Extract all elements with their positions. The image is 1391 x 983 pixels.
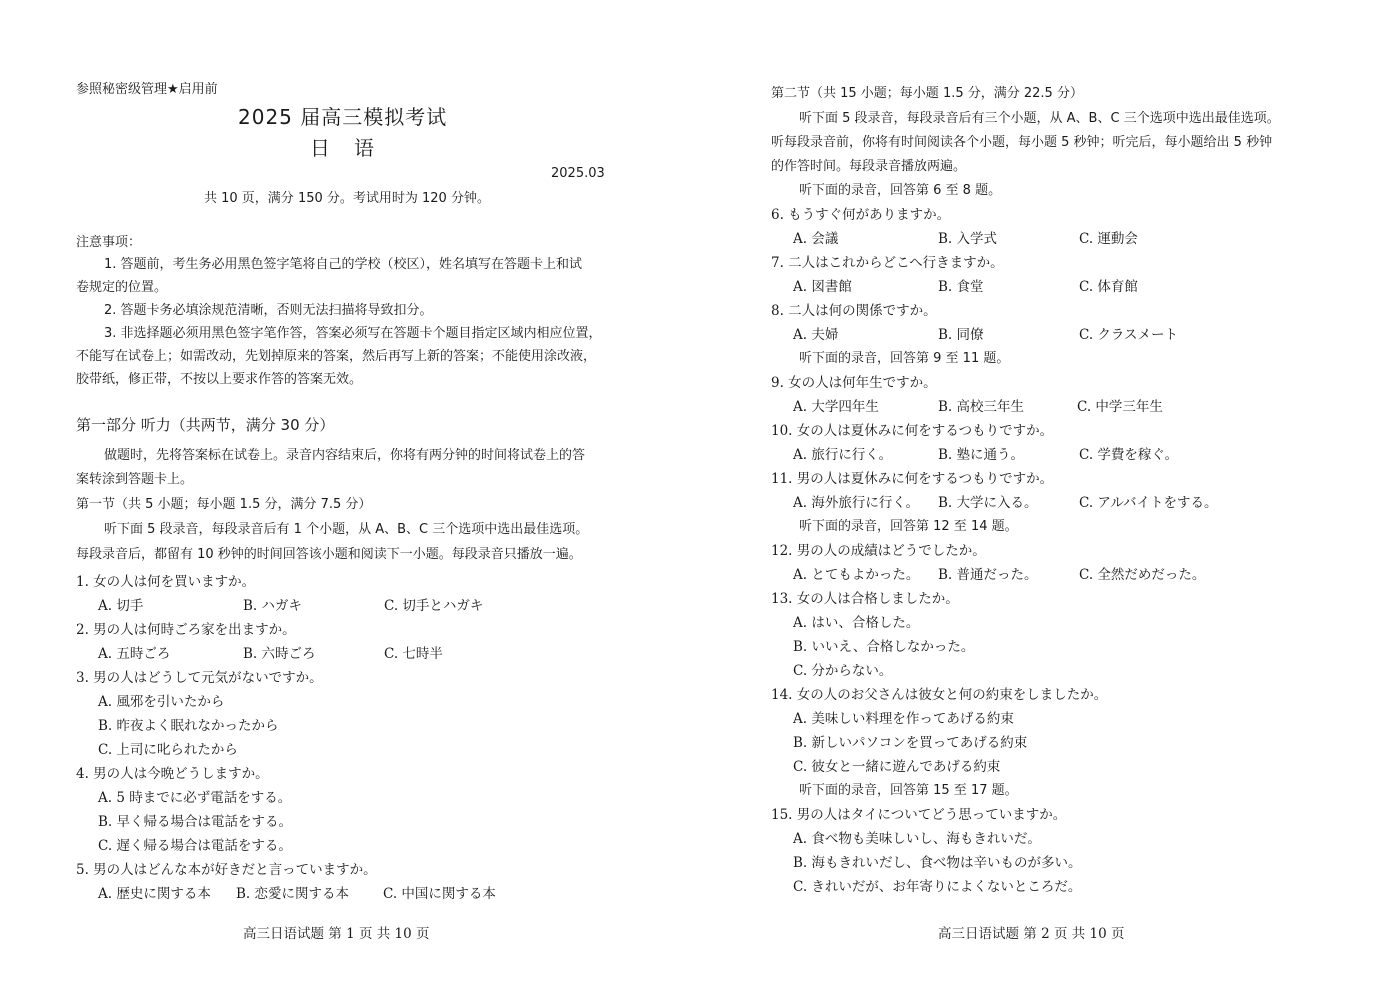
part1-title: 第一部分 听力（共两节，满分 30 分） xyxy=(76,416,335,434)
option-c[interactable]: C. 学費を稼ぐ。 xyxy=(1079,447,1179,463)
exam-page-2 xyxy=(695,0,1391,983)
option-b[interactable]: B. 高校三年生 xyxy=(938,399,1025,415)
question-4: 4. 男の人は今晩どうしますか。 xyxy=(76,766,269,782)
notice-line: 卷规定的位置。 xyxy=(76,280,168,295)
question-15: 15. 男の人はタイについてどう思っていますか。 xyxy=(771,807,1067,823)
option-c[interactable]: C. 中国に関する本 xyxy=(383,886,496,902)
option-b[interactable]: B. 食堂 xyxy=(938,279,984,295)
option-a[interactable]: A. 5 時までに必ず電話をする。 xyxy=(98,790,292,806)
question-13: 13. 女の人は合格しましたか。 xyxy=(771,591,959,607)
part1-intro: 案转涂到答题卡上。 xyxy=(76,472,194,487)
notice-line: 胶带纸，修正带，不按以上要求作答的答案无效。 xyxy=(76,372,363,387)
option-a[interactable]: A. 図書館 xyxy=(793,279,852,295)
option-c[interactable]: C. 彼女と一緒に遊んであげる約束 xyxy=(793,759,1001,775)
section1-intro: 听下面 5 段录音，每段录音后有 1 个小题，从 A、B、C 三个选项中选出最佳选项。 xyxy=(104,522,589,537)
option-c[interactable]: C. アルバイトをする。 xyxy=(1079,495,1218,511)
section2-intro: 听每段录音前，你将有时间阅读各个小题，每小题 5 秒钟；听完后，每小题给出 5 秒钟 xyxy=(771,135,1273,150)
option-c[interactable]: C. 切手とハガキ xyxy=(384,598,484,614)
question-2: 2. 男の人は何時ごろ家を出ますか。 xyxy=(76,622,296,638)
option-b[interactable]: B. 早く帰る場合は電話をする。 xyxy=(98,814,293,830)
question-3: 3. 男の人はどうして元気がないですか。 xyxy=(76,670,323,686)
option-a[interactable]: A. 歴史に関する本 xyxy=(98,886,211,902)
notice-heading: 注意事项： xyxy=(76,235,142,250)
option-c[interactable]: C. 七時半 xyxy=(384,646,443,662)
question-10: 10. 女の人は夏休みに何をするつもりですか。 xyxy=(771,423,1054,439)
option-a[interactable]: A. 大学四年生 xyxy=(793,399,879,415)
option-b[interactable]: B. 同僚 xyxy=(938,327,984,343)
question-9: 9. 女の人は何年生ですか。 xyxy=(771,375,937,391)
option-b[interactable]: B. 新しいパソコンを買ってあげる約束 xyxy=(793,735,1028,751)
option-a[interactable]: A. 夫婦 xyxy=(793,327,839,343)
question-8: 8. 二人は何の関係ですか。 xyxy=(771,303,937,319)
option-b[interactable]: B. 普通だった。 xyxy=(938,567,1038,583)
option-c[interactable]: C. 全然だめだった。 xyxy=(1079,567,1206,583)
option-a[interactable]: A. はい、合格した。 xyxy=(793,615,920,631)
option-c[interactable]: C. 体育館 xyxy=(1079,279,1138,295)
exam-page-1 xyxy=(0,0,695,983)
exam-date: 2025.03 xyxy=(551,166,605,181)
option-b[interactable]: B. ハガキ xyxy=(243,598,303,614)
option-c[interactable]: C. 中学三年生 xyxy=(1077,399,1163,415)
notice-line: 不能写在试卷上；如需改动，先划掉原来的答案，然后再写上新的答案；不能使用涂改液， xyxy=(76,349,597,364)
question-7: 7. 二人はこれからどこへ行きますか。 xyxy=(771,255,1004,271)
option-c[interactable]: C. 上司に叱られたから xyxy=(98,742,238,758)
option-a[interactable]: A. 海外旅行に行く。 xyxy=(793,495,920,511)
group-instruction: 听下面的录音，回答第 15 至 17 题。 xyxy=(799,783,1018,798)
exam-info: 共 10 页，满分 150 分。考试用时为 120 分钟。 xyxy=(204,191,490,206)
page-footer: 高三日语试题 第 1 页 共 10 页 xyxy=(243,926,430,942)
option-c[interactable]: C. 遅く帰る場合は電話をする。 xyxy=(98,838,292,854)
section1-title: 第一节（共 5 小题；每小题 1.5 分，满分 7.5 分） xyxy=(76,497,372,512)
option-b[interactable]: B. 海もきれいだし、食べ物は辛いものが多い。 xyxy=(793,855,1082,871)
option-b[interactable]: B. 大学に入る。 xyxy=(938,495,1038,511)
section2-intro: 的作答时间。每段录音播放两遍。 xyxy=(771,159,967,174)
question-14: 14. 女の人のお父さんは彼女と何の約束をしましたか。 xyxy=(771,687,1108,703)
group-instruction: 听下面的录音，回答第 9 至 11 题。 xyxy=(799,351,1010,366)
option-a[interactable]: A. 食べ物も美味しいし、海もきれいだ。 xyxy=(793,831,1041,847)
question-11: 11. 男の人は夏休みに何をするつもりですか。 xyxy=(771,471,1054,487)
confidential-label: 参照秘密级管理★启用前 xyxy=(76,82,218,97)
option-c[interactable]: C. クラスメート xyxy=(1079,327,1179,343)
exam-title: 2025 届高三模拟考试 xyxy=(238,105,448,129)
option-a[interactable]: A. 風邪を引いたから xyxy=(98,694,225,710)
option-a[interactable]: A. 会議 xyxy=(793,231,839,247)
option-c[interactable]: C. 分からない。 xyxy=(793,663,893,679)
option-b[interactable]: B. 六時ごろ xyxy=(243,646,316,662)
option-a[interactable]: A. 旅行に行く。 xyxy=(793,447,893,463)
notice-line: 2. 答题卡务必填涂规范清晰，否则无法扫描将导致扣分。 xyxy=(104,303,433,318)
option-a[interactable]: A. 五時ごろ xyxy=(98,646,171,662)
question-1: 1. 女の人は何を買いますか。 xyxy=(76,574,256,590)
option-b[interactable]: B. いいえ、合格しなかった。 xyxy=(793,639,975,655)
group-instruction: 听下面的录音，回答第 6 至 8 题。 xyxy=(799,183,1002,198)
section1-intro: 每段录音后，都留有 10 秒钟的时间回答该小题和阅读下一小题。每段录音只播放一遍。 xyxy=(76,547,582,562)
question-5: 5. 男の人はどんな本が好きだと言っていますか。 xyxy=(76,862,377,878)
section2-intro: 听下面 5 段录音，每段录音后有三个小题，从 A、B、C 三个选项中选出最佳选项。 xyxy=(799,111,1280,126)
exam-subject: 日语 xyxy=(310,136,398,160)
section2-title: 第二节（共 15 小题；每小题 1.5 分，满分 22.5 分） xyxy=(771,86,1083,101)
option-c[interactable]: C. 運動会 xyxy=(1079,231,1138,247)
group-instruction: 听下面的录音，回答第 12 至 14 题。 xyxy=(799,519,1018,534)
page-footer: 高三日语试题 第 2 页 共 10 页 xyxy=(938,926,1125,942)
option-b[interactable]: B. 塾に通う。 xyxy=(938,447,1025,463)
notice-line: 1. 答题前，考生务必用黑色签字笔将自己的学校（校区），姓名填写在答题卡上和试 xyxy=(104,257,583,272)
option-c[interactable]: C. きれいだが、お年寄りによくないところだ。 xyxy=(793,879,1082,895)
option-b[interactable]: B. 昨夜よく眠れなかったから xyxy=(98,718,279,734)
question-12: 12. 男の人の成績はどうでしたか。 xyxy=(771,543,986,559)
part1-intro: 做题时，先将答案标在试卷上。录音内容结束后，你将有两分钟的时间将试卷上的答 xyxy=(104,448,586,463)
option-a[interactable]: A. とてもよかった。 xyxy=(793,567,920,583)
option-a[interactable]: A. 切手 xyxy=(98,598,144,614)
option-b[interactable]: B. 恋愛に関する本 xyxy=(236,886,350,902)
option-b[interactable]: B. 入学式 xyxy=(938,231,998,247)
notice-line: 3. 非选择题必须用黑色签字笔作答，答案必须写在答题卡个题目指定区域内相应位置， xyxy=(104,326,602,341)
option-a[interactable]: A. 美味しい料理を作ってあげる約束 xyxy=(793,711,1014,727)
question-6: 6. もうすぐ何がありますか。 xyxy=(771,207,951,223)
